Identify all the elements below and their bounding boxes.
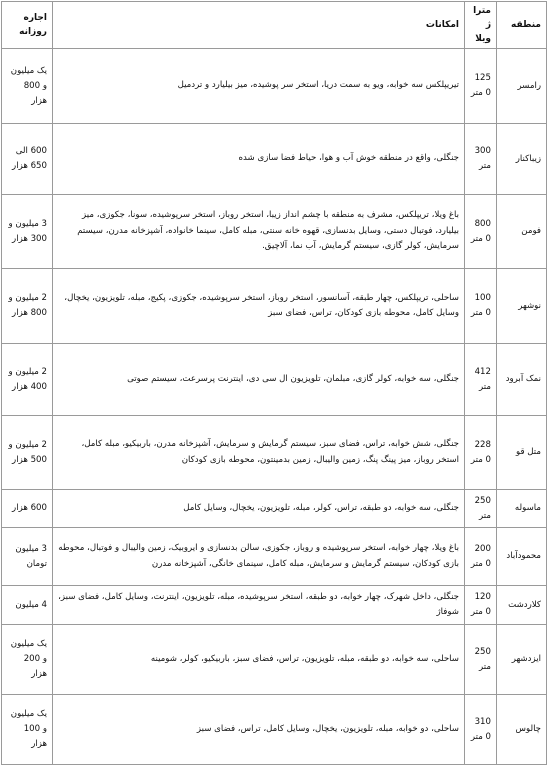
cell-region: ایزدشهر (497, 625, 547, 695)
cell-features: جنگلی، شش خوابه، تراس، فضای سبز، سیستم گرمایش و سرمایش، آشپزخانه مدرن، باربیکیو، مبله کامل، استخر روباز، میز پینگ پنگ، زمین والیبال، زمین بدمینتون، محوطه بازی کودکان (53, 416, 465, 490)
villa-rental-table-container (1, 1, 546, 757)
cell-rent: 4 میلیون (2, 586, 53, 625)
cell-features: باغ ویلا، چهار خوابه، استخر سرپوشیده و روباز، جکوزی، سالن بدنسازی و ایروبیک، زمین والیبال و فوتبال، محوطه بازی کودکان، سیستم گرمایش و سرمایش، مبله کامل، سینمای خانگی، آشپزخانه مدرن (53, 528, 465, 586)
table-row (2, 625, 547, 695)
cell-rent: 600 هزار (2, 490, 53, 528)
header-area: متراژ ویلا (465, 2, 497, 49)
cell-region: زیباکنار (497, 124, 547, 195)
cell-features: ساحلی، تریپلکس، چهار طبقه، آسانسور، استخر روباز، استخر سرپوشیده، جکوزی، پکیج، مبله، تلویزیون، یخچال، وسایل کامل، محوطه بازی کودکان، تراس، فضای سبز (53, 269, 465, 344)
cell-rent: 600 الی 650 هزار (2, 124, 53, 195)
cell-rent: یک میلیون و 200 هزار (2, 625, 53, 695)
cell-region: نوشهر (497, 269, 547, 344)
cell-region: متل قو (497, 416, 547, 490)
cell-region: ماسوله (497, 490, 547, 528)
cell-region: نمک آبرود (497, 344, 547, 416)
cell-area: 1200 متر (465, 586, 497, 625)
cell-area: 300 متر (465, 124, 497, 195)
cell-area: 3100 متر (465, 695, 497, 765)
table-row (2, 528, 547, 586)
table-row (2, 416, 547, 490)
header-row (2, 2, 547, 49)
header-region: منطقه (497, 2, 547, 49)
cell-region: فومن (497, 195, 547, 269)
cell-features: تیریپلکس سه خوابه، ویو به سمت دریا، استخر سر پوشیده، میز بیلیارد و تردمیل (53, 49, 465, 124)
table-row (2, 124, 547, 195)
table-row (2, 195, 547, 269)
cell-features: جنگلی، سه خوابه، کولر گازی، مبلمان، تلویزیون ال سی دی، اینترنت پرسرعت، سیستم صوتی (53, 344, 465, 416)
cell-features: باغ ویلا، تریپلکس، مشرف به منطقه با چشم انداز زیبا، استخر روباز، استخر سرپوشیده، سونا، جکوزی، میز بیلیارد، فوتبال دستی، وسایل بدنسازی، قهوه خانه سنتی، مبله کامل، سینما خانواده، آشپزخانه مدرن، سیستم سرمایش، کولر گازی، سیستم گرمایش، آب نما، آلاچیق. (53, 195, 465, 269)
cell-rent: 3 میلیون و 300 هزار (2, 195, 53, 269)
table-row (2, 269, 547, 344)
header-features: امکانات (53, 2, 465, 49)
cell-rent: 2 میلیون و 500 هزار (2, 416, 53, 490)
cell-region: رامسر (497, 49, 547, 124)
cell-rent: 2 میلیون و 400 هزار (2, 344, 53, 416)
cell-rent: یک میلیون و 100 هزار (2, 695, 53, 765)
cell-area: 1250 متر (465, 49, 497, 124)
table-row (2, 695, 547, 765)
cell-features: جنگلی، واقع در منطقه خوش آب و هوا، حیاط فضا سازی شده (53, 124, 465, 195)
table-row (2, 586, 547, 625)
cell-rent: 3 میلیون تومان (2, 528, 53, 586)
cell-area: 412 متر (465, 344, 497, 416)
cell-region: چالوس (497, 695, 547, 765)
cell-region: کلاردشت (497, 586, 547, 625)
cell-features: ساحلی، سه خوابه، دو طبقه، مبله، تلویزیون، تراس، فضای سبز، باربیکیو، کولر، شومینه (53, 625, 465, 695)
villa-rental-table (1, 1, 547, 765)
cell-rent: 2 میلیون و 800 هزار (2, 269, 53, 344)
cell-area: 2280 متر (465, 416, 497, 490)
cell-area: 2000 متر (465, 528, 497, 586)
cell-area: 250 متر (465, 490, 497, 528)
cell-area: 1000 متر (465, 269, 497, 344)
cell-features: جنگلی، داخل شهرک، چهار خوابه، دو طبقه، استخر سرپوشیده، مبله، تلویزیون، اینترنت، وسایل کامل، فضای سبز، شوفاژ (53, 586, 465, 625)
table-row (2, 344, 547, 416)
table-row (2, 490, 547, 528)
header-rent: اجاره روزانه (2, 2, 53, 49)
cell-area: 8000 متر (465, 195, 497, 269)
cell-features: جنگلی، سه خوابه، دو طبقه، تراس، کولر، مبله، تلویزیون، یخچال، وسایل کامل (53, 490, 465, 528)
table-row (2, 49, 547, 124)
cell-region: محمودآباد (497, 528, 547, 586)
cell-features: ساحلی، دو خوابه، مبله، تلویزیون، یخچال، وسایل کامل، تراس، فضای سبز (53, 695, 465, 765)
cell-rent: یک میلیون و 800 هزار (2, 49, 53, 124)
cell-area: 250 متر (465, 625, 497, 695)
